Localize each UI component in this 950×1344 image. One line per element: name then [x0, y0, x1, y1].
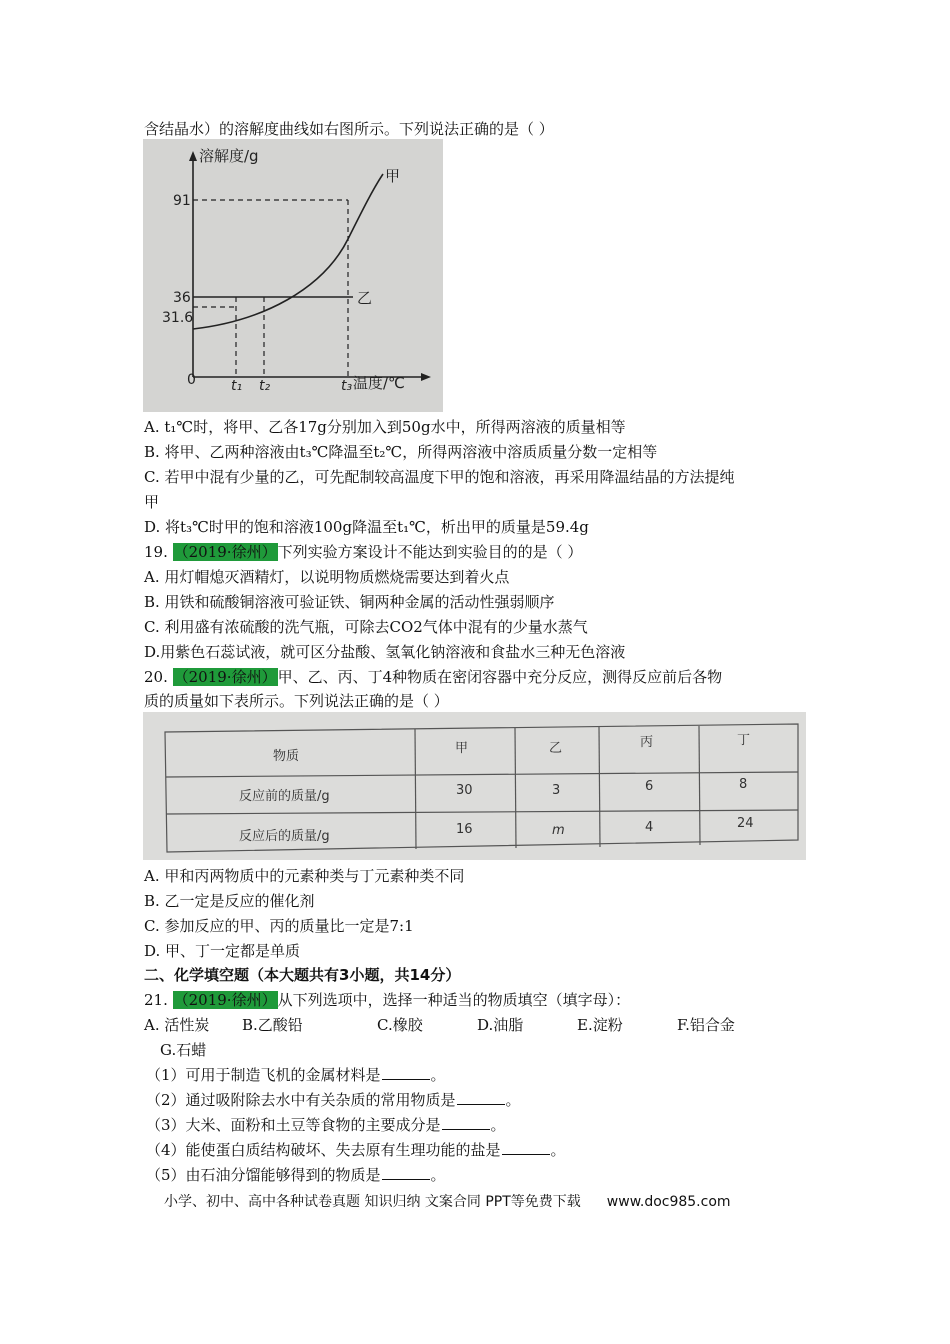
q21-item-2-end: 。 — [505, 1091, 521, 1109]
page-footer — [164, 1191, 731, 1211]
table-row1-label: 反应前的质量/g — [239, 789, 330, 804]
q18-intro: 含结晶水）的溶解度曲线如右图所示。下列说法正确的是（ ） — [144, 120, 554, 138]
table-row2-ding: 24 — [737, 816, 754, 831]
mass-table-figure — [143, 712, 806, 860]
solubility-curve-figure — [143, 139, 443, 412]
q21-item-4-end: 。 — [550, 1141, 566, 1159]
table-header-yi: 乙 — [549, 741, 563, 756]
solubility-curve-svg — [143, 139, 443, 412]
q21-choice-b: B.乙酸铅 — [242, 1016, 303, 1034]
q21-choice-f: F.铝合金 — [677, 1016, 735, 1034]
q21-choice-a: A. 活性炭 — [144, 1016, 210, 1034]
q20-option-d: D. 甲、丁一定都是单质 — [144, 942, 301, 960]
q21-item-3 — [146, 1114, 506, 1136]
table-header-jia: 甲 — [455, 741, 469, 756]
q20-stem-cont: 质的质量如下表所示。下列说法正确的是（ ） — [144, 692, 449, 710]
table-row2-jia: 16 — [456, 822, 473, 837]
q21-item-3-text: （3）大米、面粉和土豆等食物的主要成分是 — [146, 1116, 441, 1134]
q21-item-4 — [146, 1139, 566, 1161]
q21-item-5-blank — [382, 1165, 430, 1180]
q21-item-1-blank — [382, 1065, 430, 1080]
y-tick-91: 91 — [173, 193, 191, 209]
q21-item-4-text: （4）能使蛋白质结构破坏、失去原有生理功能的盐是 — [146, 1141, 501, 1159]
q20-option-a: A. 甲和丙两物质中的元素种类与丁元素种类不同 — [144, 867, 465, 885]
q21-choices-row — [144, 1014, 735, 1036]
table-row1-bing: 6 — [645, 779, 654, 794]
q21-item-1-end: 。 — [430, 1066, 446, 1084]
x-axis-label: 温度/℃ — [353, 374, 405, 392]
y-tick-36: 36 — [173, 290, 191, 306]
table-row1-jia: 30 — [456, 783, 473, 798]
q21-item-2-blank — [457, 1090, 505, 1105]
footer-site-link[interactable]: www.doc985.com — [606, 1194, 731, 1210]
q21-item-3-blank — [442, 1115, 490, 1130]
q20-stem — [144, 666, 722, 688]
q19-option-b: B. 用铁和硫酸铜溶液可验证铁、铜两种金属的活动性强弱顺序 — [144, 593, 555, 611]
table-row2-yi: m — [552, 823, 565, 838]
table-header-substance: 物质 — [273, 749, 300, 764]
x-tick-t1: t₁ — [231, 378, 243, 394]
q21-item-5 — [146, 1164, 446, 1186]
table-header-ding: 丁 — [737, 733, 751, 748]
x-tick-t3: t₃ — [341, 378, 353, 394]
q19-option-c: C. 利用盛有浓硫酸的洗气瓶，可除去CO2气体中混有的少量水蒸气 — [144, 618, 588, 636]
table-row2-label: 反应后的质量/g — [239, 829, 330, 844]
q18-option-d: D. 将t₃℃时甲的饱和溶液100g降温至t₁℃，析出甲的质量是59.4g — [144, 518, 589, 536]
q21-number: 21. — [144, 991, 173, 1009]
q21-text: 从下列选项中，选择一种适当的物质填空（填字母）： — [277, 991, 631, 1009]
q21-source-tag: （2019·徐州） — [173, 991, 277, 1009]
section-2-heading: 二、化学填空题（本大题共有3小题，共14分） — [144, 966, 461, 984]
q21-item-4-blank — [502, 1140, 550, 1155]
q21-choice-c: C.橡胶 — [377, 1016, 423, 1034]
q19-source-tag: （2019·徐州） — [173, 543, 277, 561]
curve-yi-label: 乙 — [357, 289, 373, 307]
table-header-bing: 丙 — [640, 735, 654, 750]
q21-choice-e: E.淀粉 — [577, 1016, 623, 1034]
table-row2-bing: 4 — [645, 820, 654, 835]
q21-item-1-text: （1）可用于制造飞机的金属材料是 — [146, 1066, 381, 1084]
q21-item-2-text: （2）通过吸附除去水中有关杂质的常用物质是 — [146, 1091, 456, 1109]
q19-text: 下列实验方案设计不能达到实验目的的是（ ） — [277, 543, 583, 561]
footer-text: 小学、初中、高中各种试卷真题 知识归纳 文案合同 PPT等免费下载 — [164, 1194, 581, 1210]
q21-stem — [144, 989, 630, 1011]
q21-item-5-text: （5）由石油分馏能够得到的物质是 — [146, 1166, 381, 1184]
y-axis-label: 溶解度/g — [199, 147, 259, 165]
x-tick-t2: t₂ — [259, 378, 271, 394]
table-row1-ding: 8 — [739, 777, 748, 792]
q19-stem — [144, 541, 582, 563]
q18-option-c-cont: 甲 — [144, 493, 160, 511]
q20-text: 甲、乙、丙、丁4种物质在密闭容器中充分反应，测得反应前后各物 — [277, 668, 723, 686]
curve-jia-label: 甲 — [385, 167, 401, 185]
q21-item-3-end: 。 — [490, 1116, 506, 1134]
q21-choice-d: D.油脂 — [477, 1016, 524, 1034]
q20-option-b: B. 乙一定是反应的催化剂 — [144, 892, 315, 910]
q21-item-5-end: 。 — [430, 1166, 446, 1184]
q21-item-1 — [146, 1064, 446, 1086]
q19-option-a: A. 用灯帽熄灭酒精灯，以说明物质燃烧需要达到着火点 — [144, 568, 510, 586]
q18-option-b: B. 将甲、乙两种溶液由t₃℃降温至t₂℃，所得两溶液中溶质质量分数一定相等 — [144, 443, 658, 461]
q19-number: 19. — [144, 543, 173, 561]
q20-option-c: C. 参加反应的甲、丙的质量比一定是7:1 — [144, 917, 414, 935]
q21-item-2 — [146, 1089, 521, 1111]
origin-label: 0 — [187, 372, 196, 388]
q20-source-tag: （2019·徐州） — [173, 668, 277, 686]
q20-number: 20. — [144, 668, 173, 686]
q18-option-a: A. t₁℃时，将甲、乙各17g分别加入到50g水中，所得两溶液的质量相等 — [144, 418, 626, 436]
table-row1-yi: 3 — [552, 783, 561, 798]
q19-option-d: D.用紫色石蕊试液，就可区分盐酸、氢氧化钠溶液和食盐水三种无色溶液 — [144, 643, 626, 661]
q18-option-c: C. 若甲中混有少量的乙，可先配制较高温度下甲的饱和溶液，再采用降温结晶的方法提纯 — [144, 468, 735, 486]
y-tick-31-6: 31.6 — [162, 310, 194, 326]
mass-table-svg — [143, 712, 806, 860]
q21-choice-g: G.石蜡 — [160, 1041, 207, 1059]
